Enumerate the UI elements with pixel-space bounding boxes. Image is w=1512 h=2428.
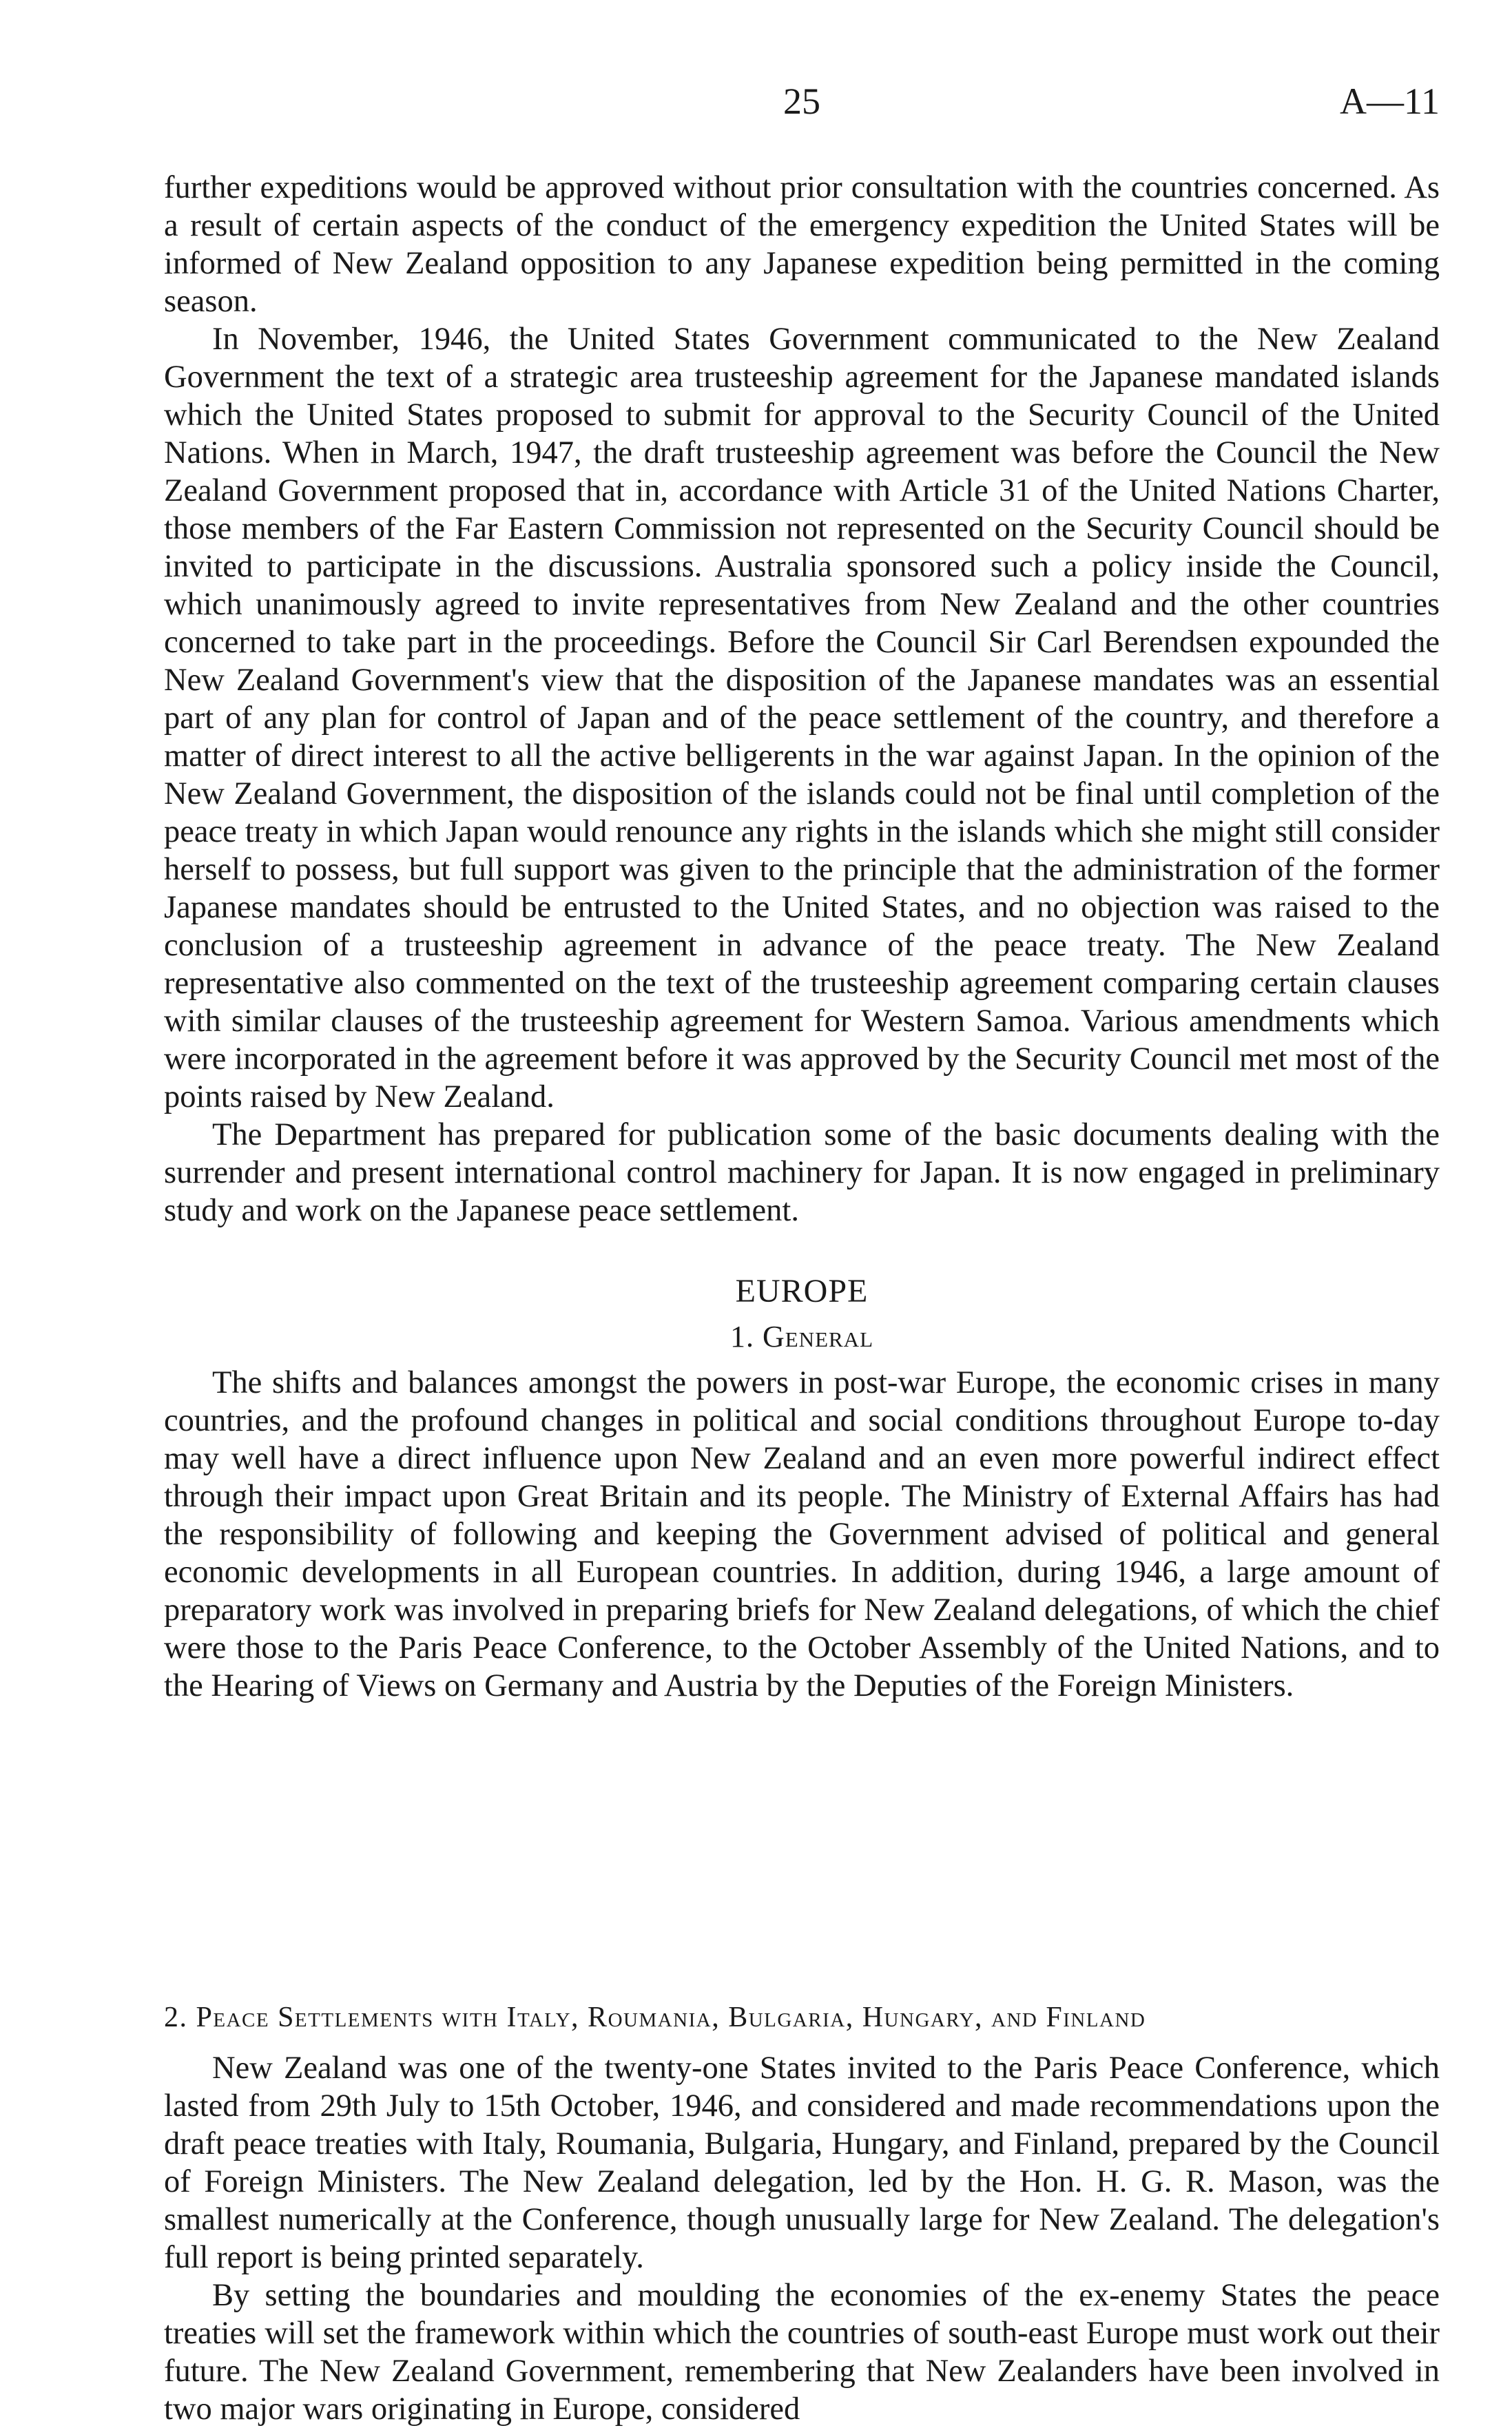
intro-text-block <box>164 169 1440 1229</box>
peace-settlements-text-block <box>164 2049 1440 2428</box>
paragraph-paris-conference: New Zealand was one of the twenty-one States invited to the Paris Peace Conference, which lasted from 29th July to 15th October, 1946, and considered and made recommendations upon the draft peace treaties with Italy, Roumania, Bulgaria, Hungary, and Finland, prepared by the Council of Foreign Ministers. The New Zealand delegation, led by the Hon. H. G. R. Mason, was the smallest numerically at the Conference, though unusually large for New Zealand. The delegation's full report is being printed separately. <box>164 2051 1440 2275</box>
paragraph-department-publication: The Department has prepared for publication some of the basic documents dealing with the surrender and present international control machinery for Japan. It is now engaged in preliminary study and work on the Japanese peace settlement. <box>164 1117 1440 1228</box>
paragraph-continuation: further expeditions would be approved without prior consultation with the countries concerned. As a result of certain aspects of the conduct of the emergency expedition the United States will be informed of New Zealand opposition to any Japanese expedition being permitted in the coming season. <box>164 170 1440 319</box>
page-number: 25 <box>783 81 820 122</box>
paragraph-europe-general: The shifts and balances amongst the powers in post-war Europe, the economic crises in many countries, and the profound changes in political and social conditions throughout Europe to-day may well have a direct influence upon New Zealand and an even more powerful indirect effect through their impact upon Great Britain and its people. The Ministry of External Affairs has had the responsibility of following and keeping the Government advised of political and general economic developments in all European countries. In addition, during 1946, a large amount of preparatory work was involved in preparing briefs for New Zealand delegations, of which the chief were those to the Paris Peace Conference, to the October Assembly of the United Nations, and to the Hearing of Views on Germany and Austria by the Deputies of the Foreign Ministers. <box>164 1365 1440 1703</box>
subheading-general: 1. General <box>729 1320 874 1353</box>
general-text-block <box>164 1364 1440 1705</box>
page-header <box>164 77 1440 125</box>
document-reference: A—11 <box>1340 81 1440 122</box>
paragraph-boundaries: By setting the boundaries and moulding the economies of the ex-enemy States the peace treaties will set the framework within which the countries of south-east Europe must work out their future. The New Zealand Government, remembering that New Zealanders have been involved in two major wars originating in Europe, considered <box>164 2278 1440 2427</box>
paragraph-trusteeship: In November, 1946, the United States Government communicated to the New Zealand Government the text of a strategic area trusteeship agreement for the Japanese mandated islands which the United States proposed to submit for approval to the Security Council of the United Nations. When in March, 1947, the draft trusteeship agreement was before the Council the New Zealand Government proposed that in, accordance with Article 31 of the United Nations Charter, those members of the Far Eastern Commission not represented on the Security Council should be invited to participate in the discussions. Australia sponsored such a policy inside the Council, which unanimously agreed to invite representatives from New Zealand and the other countries concerned to take part in the proceedings. Before the Council Sir Carl Berendsen expounded the New Zealand Government's view that the disposition of the Japanese mandates was an essential part of any plan for control of Japan and of the peace settlement of the country, and therefore a matter of direct interest to all the active belligerents in the war against Japan. In the opinion of the New Zealand Government, the disposition of the islands could not be final until completion of the peace treaty in which Japan would renounce any rights in the islands which she might still consider herself to possess, but full support was given to the principle that the administration of the former Japanese mandates should be entrusted to the United States, and no objection was raised to the conclusion of a trusteeship agreement in advance of the peace treaty. The New Zealand representative also commented on the text of the trusteeship agreement comparing certain clauses with similar clauses of the trusteeship agreement for Western Samoa. Various amendments which were incorporated in the agreement before it was approved by the Security Council met most of the points raised by New Zealand. <box>164 322 1440 1114</box>
subheading-peace-settlements: 2. Peace Settlements with Italy, Roumania, Bulgaria, Hungary, and Finland <box>164 2002 1146 2033</box>
section-heading-europe: EUROPE <box>735 1273 869 1309</box>
